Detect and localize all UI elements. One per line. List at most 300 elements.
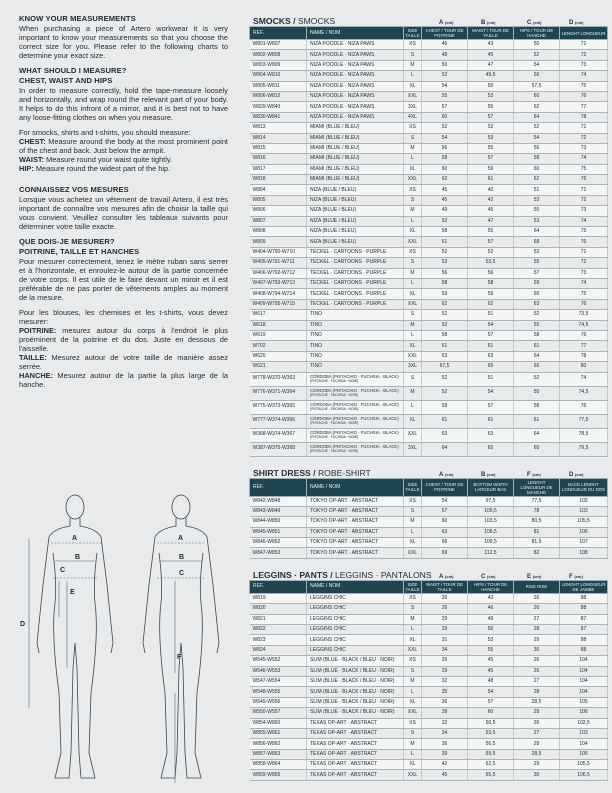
cell-name: TINO [307, 320, 404, 330]
cell-a: 31 [422, 635, 468, 645]
cell-a: 39 [422, 708, 468, 718]
cell-d: 78,5 [560, 428, 608, 442]
cell-ref: W804-W810 [250, 71, 307, 81]
cell-b: 57 [468, 112, 514, 122]
cell-d: 73,5 [560, 310, 608, 320]
cell-c: 27 [514, 676, 560, 686]
cell-name: TOKYO OP-ART · ABSTRACT [307, 527, 404, 537]
cell-a: 32 [422, 718, 468, 728]
cell-c: 27 [514, 728, 560, 738]
table-row [250, 770, 608, 780]
table-row [250, 506, 608, 516]
table-row [250, 258, 608, 268]
cell-c: 26 [514, 656, 560, 666]
cell-name: TECKEL · CARTOONS · PURPLE [307, 258, 404, 268]
table-row [250, 143, 608, 153]
cell-a: 66 [422, 538, 468, 548]
cell-ref: W778-W370-W363 [250, 372, 307, 386]
table-row [250, 247, 608, 257]
table-row [250, 341, 608, 351]
cell-ref: W813 [250, 123, 307, 133]
table-row [250, 278, 608, 288]
cell-b: 46 [468, 604, 514, 614]
cell-b: 49 [468, 614, 514, 624]
cell-c: 30 [514, 770, 560, 780]
cell-name: TINO [307, 351, 404, 361]
table-row [250, 268, 608, 278]
cell-name: TOKYO OP-ART · ABSTRACT [307, 548, 404, 558]
cell-size: XXL [404, 351, 422, 361]
table-row [250, 164, 608, 174]
cell-a: 35 [422, 687, 468, 697]
cell-name: TEXAS OP-ART · ABSTRACT [307, 749, 404, 759]
figure-label-b: B [75, 554, 81, 561]
cell-b: 53 [468, 133, 514, 143]
col-name: NAME / NOM [307, 580, 404, 593]
cell-d: 88 [560, 635, 608, 645]
cell-b: 53 [468, 91, 514, 101]
intro-paragraph: When purchasing a piece of Artero workwear it is very important to know your measurements so that you choose the correct size for you. Please refer to the following charts to determine your exact size. [19, 24, 228, 60]
cell-c: 78 [514, 506, 560, 516]
cell-d: 107 [560, 538, 608, 548]
col-size: SIZE TAILLE [405, 581, 420, 592]
col-bottom-width: BOTTOM WIDTH LARGEUR BAS [468, 478, 514, 496]
cell-a: 29 [422, 614, 468, 624]
cell-d: 77 [560, 341, 608, 351]
cell-c: 29 [514, 760, 560, 770]
cell-c: 54 [514, 60, 560, 70]
cell-ref: W776-W371-W364 [250, 386, 307, 400]
cell-ref: W829-W840 [250, 102, 307, 112]
cell-name: CÓRDOBA (PISTACHIO · FUCHSIA · BLACK) (PISTACHE · FUCHSIA · NOIR) [307, 400, 404, 414]
cell-name: MIAMI (BLUE / BLEU) [307, 123, 404, 133]
cell-size: M [404, 614, 422, 624]
cell-c: 57 [514, 268, 560, 278]
cell-name: NIZA POODLE · NIZA PAWS [307, 81, 404, 91]
cell-d: 88 [560, 593, 608, 603]
cell-size: XL [404, 760, 422, 770]
cell-ref: W806-W812 [250, 91, 307, 101]
cell-b: 60 [468, 708, 514, 718]
col-hips: HIPS / TOUR DE HANCHE [468, 580, 514, 593]
cell-b: 45 [468, 206, 514, 216]
cell-b: 56,5 [468, 739, 514, 749]
cell-name: CÓRDOBA (PISTACHIO · FUCHSIA · BLACK) (PISTACHE · FUCHSIA · NOIR) [307, 372, 404, 386]
cell-a: 58 [422, 330, 468, 340]
cell-b: 43 [468, 40, 514, 50]
cell-d: 103 [560, 506, 608, 516]
cell-d: 74,5 [560, 320, 608, 330]
table-row [250, 614, 608, 624]
cell-ref: W545-W552 [250, 656, 307, 666]
cell-a: 60 [422, 164, 468, 174]
cell-ref: W406-W792-W712 [250, 268, 307, 278]
cell-c: 55 [514, 206, 560, 216]
cell-a: 58 [422, 278, 468, 288]
cell-b: 62 [468, 299, 514, 309]
cell-d: 74 [560, 71, 608, 81]
table-row [250, 112, 608, 122]
cell-size: M [404, 386, 422, 400]
cell-b: 48 [468, 676, 514, 686]
cell-size: XS [404, 656, 422, 666]
figure-label-f: F [177, 654, 182, 661]
cell-d: 104 [560, 739, 608, 749]
cell-c: 68 [514, 237, 560, 247]
cell-a: 62 [422, 175, 468, 185]
cell-name: SLIM (BLUE · BLACK / BLEU · NOIR) [307, 666, 404, 676]
cell-ref: W621 [250, 362, 307, 372]
col-rise: RISE RISE [514, 580, 560, 593]
cell-c: 62 [514, 175, 560, 185]
cell-c: 61 [514, 341, 560, 351]
cell-a: 52 [422, 320, 468, 330]
cell-ref: W856-W862 [250, 739, 307, 749]
table-row [250, 645, 608, 655]
cell-ref: W407-W793-W713 [250, 278, 307, 288]
cell-ref: W842-W848 [250, 496, 307, 506]
cell-b: 53,5 [468, 728, 514, 738]
taille-instruction: TAILLE: Mesurez autour de votre taille de manière assez serrée. [19, 353, 228, 371]
cell-size: L [404, 687, 422, 697]
cell-name: TEXAS OP-ART · ABSTRACT [307, 760, 404, 770]
cell-c: 55 [514, 320, 560, 330]
col-ref: REF. [250, 27, 307, 40]
cell-b: 47 [468, 60, 514, 70]
cell-size: L [404, 154, 422, 164]
cell-size: S [404, 604, 422, 614]
cell-c: 27 [514, 614, 560, 624]
cell-a: 48 [422, 50, 468, 60]
cell-c: 26 [514, 718, 560, 728]
cell-name: NIZA (BLUE / BLEU) [307, 227, 404, 237]
table-row [250, 400, 608, 414]
cell-a: 57 [422, 506, 468, 516]
cell-a: 59 [422, 289, 468, 299]
cell-size: XL [404, 697, 422, 707]
cell-b: 57 [468, 237, 514, 247]
table-row [250, 593, 608, 603]
cell-b: 62,5 [468, 760, 514, 770]
cell-name: TECKEL · CARTOONS · PURPLE [307, 278, 404, 288]
cell-a: 53 [422, 258, 468, 268]
table-row [250, 728, 608, 738]
cell-c: 50 [514, 40, 560, 50]
cell-d: 73 [560, 143, 608, 153]
cell-d: 104 [560, 676, 608, 686]
cell-c: 52 [514, 50, 560, 60]
cell-size: XS [404, 247, 422, 257]
cell-b: 53,5 [468, 258, 514, 268]
cell-ref: W546-W553 [250, 666, 307, 676]
cell-size: M [404, 60, 422, 70]
cell-b: 57 [468, 154, 514, 164]
cell-a: 61 [422, 414, 468, 428]
cell-c: 64 [514, 227, 560, 237]
cell-name: TOKYO OP-ART · ABSTRACT [307, 517, 404, 527]
cell-d: 87 [560, 614, 608, 624]
cell-d: 76 [560, 299, 608, 309]
cell-a: 46 [422, 40, 468, 50]
cell-name: NIZA (BLUE / BLEU) [307, 216, 404, 226]
cell-a: 58 [422, 227, 468, 237]
table-row [250, 442, 608, 456]
cell-b: 55 [468, 645, 514, 655]
shirt-dress-table [249, 478, 608, 559]
cell-name: CÓRDOBA (PISTACHIO · FUCHSIA · BLACK) (PISTACHE · FUCHSIA · NOIR) [307, 428, 404, 442]
cell-ref: W819 [250, 593, 307, 603]
col-name: NAME / NOM [307, 27, 404, 40]
cell-d: 102,5 [560, 718, 608, 728]
cell-name: SLIM (BLUE · BLACK / BLEU · NOIR) [307, 656, 404, 666]
cell-d: 75 [560, 164, 608, 174]
cell-b: 53 [468, 635, 514, 645]
cell-d: 72 [560, 195, 608, 205]
cell-d: 106 [560, 708, 608, 718]
cell-size: XXL [404, 548, 422, 558]
cell-d: 105 [560, 749, 608, 759]
table-row [250, 760, 608, 770]
cell-a: 52 [422, 386, 468, 400]
cell-c: 26 [514, 666, 560, 676]
cell-d: 106,5 [560, 770, 608, 780]
cell-name: TINO [307, 330, 404, 340]
smocks-measure-intro: For smocks, shirts and t-shirts, you should measure: [19, 128, 191, 137]
cell-a: 52 [422, 216, 468, 226]
cell-size: XXL [404, 91, 422, 101]
cell-c: 26 [514, 604, 560, 614]
cell-size: 3XL [404, 102, 422, 112]
heading-que-mesurer: QUE DOIS-JE MESURER? [19, 237, 115, 246]
cell-a: 52 [422, 372, 468, 386]
cell-a: 50 [422, 60, 468, 70]
cell-name: NIZA POODLE · NIZA PAWS [307, 71, 404, 81]
cell-size: M [404, 143, 422, 153]
table-row [250, 749, 608, 759]
cell-name: NIZA POODLE · NIZA PAWS [307, 91, 404, 101]
cell-d: 105 [560, 697, 608, 707]
cell-ref: W847-W853 [250, 548, 307, 558]
cell-c: 26 [514, 593, 560, 603]
cell-name: TECKEL · CARTOONS · PURPLE [307, 247, 404, 257]
cell-name: NIZA (BLUE / BLEU) [307, 195, 404, 205]
cell-c: 56 [514, 71, 560, 81]
cell-ref: W387-W375-W368 [250, 442, 307, 456]
cell-name: LEGGINS CHIC [307, 635, 404, 645]
cell-b: 51 [468, 372, 514, 386]
cell-ref: W830-W841 [250, 112, 307, 122]
cell-c: 30 [514, 645, 560, 655]
cell-d: 74,5 [560, 386, 608, 400]
table-row [250, 372, 608, 386]
cell-d: 106 [560, 527, 608, 537]
cell-d: 104 [560, 666, 608, 676]
table-row [250, 216, 608, 226]
table-row [250, 330, 608, 340]
cell-ref: W845-W851 [250, 527, 307, 537]
cell-d: 71 [560, 185, 608, 195]
cell-ref: W620 [250, 351, 307, 361]
cell-a: 58 [422, 400, 468, 414]
cell-c: 55 [514, 258, 560, 268]
cell-a: 57 [422, 102, 468, 112]
size-charts [249, 0, 607, 781]
cell-c: 59 [514, 278, 560, 288]
cell-size: 3XL [404, 362, 422, 372]
col-size: SIZE TAILLE [405, 28, 420, 38]
cell-name: TEXAS OP-ART · ABSTRACT [307, 739, 404, 749]
cell-b: 109,5 [468, 538, 514, 548]
cell-a: 69 [422, 548, 468, 558]
cell-size: XL [404, 635, 422, 645]
cell-c: 29 [514, 708, 560, 718]
cell-ref: W859-W865 [250, 770, 307, 780]
cell-size: XL [404, 164, 422, 174]
col-ref: REF. [250, 580, 307, 593]
cell-a: 61 [422, 237, 468, 247]
cell-c: 28 [514, 739, 560, 749]
cell-b: 47 [468, 216, 514, 226]
cell-b: 63 [468, 351, 514, 361]
cell-c: 80,5 [514, 517, 560, 527]
cell-ref: W843-W849 [250, 506, 307, 516]
cell-d: 75 [560, 81, 608, 91]
cell-d: 77 [560, 102, 608, 112]
cell-ref: W805-W811 [250, 81, 307, 91]
heading-know-measurements: KNOW YOUR MEASUREMENTS [19, 14, 136, 23]
cell-c: 60 [514, 164, 560, 174]
cell-a: 45 [422, 185, 468, 195]
cell-c: 28 [514, 687, 560, 697]
col-back-length: BACK LENGHT LONGUEUR DU DOS [560, 478, 608, 496]
col-leg-length: LENGHT LONGUEUR DE JAMBE [560, 580, 608, 593]
cell-size: S [404, 310, 422, 320]
cell-size: L [404, 749, 422, 759]
cell-b: 103,5 [468, 517, 514, 527]
col-length: LENGHT LONGUEUR [560, 27, 608, 40]
table-row [250, 81, 608, 91]
cell-ref: W815 [250, 143, 307, 153]
cell-b: 58 [468, 278, 514, 288]
cell-b: 59,5 [468, 749, 514, 759]
cell-ref: W807 [250, 216, 307, 226]
measure-how-fr-paragraph: Pour mesurer correctement, tenez le mètre ruban sans serrer et à l'horizontale, et enroulez-le autour de la partie concernée de votre corps. Il est utile de le faire devant un miroir et il est préférable de ne pas porter de vêtements amples au moment de la mesure. [19, 257, 228, 302]
cell-d: 104 [560, 687, 608, 697]
table-row [250, 320, 608, 330]
cell-c: 66 [514, 362, 560, 372]
cell-d: 103 [560, 728, 608, 738]
cell-ref: W550-W557 [250, 708, 307, 718]
figure-label-a-right: A [178, 535, 184, 542]
cell-ref: W408-W794-W714 [250, 289, 307, 299]
cell-b: 42 [468, 195, 514, 205]
cell-ref: W821 [250, 614, 307, 624]
cell-a: 63 [422, 428, 468, 442]
cell-size: S [404, 666, 422, 676]
cell-c: 62 [514, 102, 560, 112]
cell-a: 54 [422, 133, 468, 143]
cell-size: M [404, 739, 422, 749]
heading-what-measure: WHAT SHOULD I MEASURE? [19, 66, 127, 75]
cell-ref: W548-W555 [250, 687, 307, 697]
table-row [250, 739, 608, 749]
cell-name: SLIM (BLUE · BLACK / BLEU · NOIR) [307, 687, 404, 697]
table-row [250, 227, 608, 237]
cell-d: 105,5 [560, 760, 608, 770]
table-row [250, 527, 608, 537]
cell-a: 52 [422, 71, 468, 81]
table-row [250, 237, 608, 247]
cell-a: 49 [422, 206, 468, 216]
cell-size: 4XL [404, 112, 422, 122]
cell-ref: W820 [250, 604, 307, 614]
cell-c: 54 [514, 133, 560, 143]
cell-ref: W823 [250, 635, 307, 645]
cell-ref: W405-W791-W711 [250, 258, 307, 268]
cell-d: 76 [560, 91, 608, 101]
cell-name: NIZA (BLUE / BLEU) [307, 237, 404, 247]
cell-a: 29 [422, 625, 468, 635]
cell-ref: W404-W790-W710 [250, 247, 307, 257]
table-row [250, 656, 608, 666]
cell-name: LEGGINS CHIC [307, 593, 404, 603]
table-row [250, 718, 608, 728]
cell-name: LEGGINS CHIC [307, 625, 404, 635]
cell-b: 51 [468, 310, 514, 320]
table-row [250, 548, 608, 558]
cell-b: 55 [468, 102, 514, 112]
cell-name: TOKYO OP-ART · ABSTRACT [307, 496, 404, 506]
col-chest: CHEST / TOUR DE POITRINE [422, 478, 468, 496]
cell-b: 40 [468, 185, 514, 195]
cell-b: 50,5 [468, 718, 514, 728]
cell-d: 76 [560, 175, 608, 185]
cell-c: 53 [514, 216, 560, 226]
cell-size: XL [404, 227, 422, 237]
cell-d: 73 [560, 268, 608, 278]
cell-c: 64 [514, 428, 560, 442]
cell-d: 75 [560, 227, 608, 237]
table-row [250, 635, 608, 645]
table-row [250, 289, 608, 299]
cell-size: L [404, 330, 422, 340]
cell-name: TINO [307, 362, 404, 372]
table-row [250, 604, 608, 614]
cell-name: SLIM (BLUE · BLACK / BLEU · NOIR) [307, 697, 404, 707]
cell-size: S [404, 133, 422, 143]
cell-a: 29 [422, 666, 468, 676]
cell-name: TEXAS OP-ART · ABSTRACT [307, 770, 404, 780]
cell-d: 79,5 [560, 442, 608, 456]
col-ref: REF. [250, 478, 307, 496]
cell-a: 34 [422, 728, 468, 738]
cell-d: 72 [560, 50, 608, 60]
cell-ref: W854-W860 [250, 718, 307, 728]
cell-size: M [404, 268, 422, 278]
cell-name: CÓRDOBA (PISTACHIO · FUCHSIA · BLACK) (PISTACHE · FUCHSIA · NOIR) [307, 414, 404, 428]
table-row [250, 708, 608, 718]
cell-size: L [404, 216, 422, 226]
cell-name: LEGGINS CHIC [307, 604, 404, 614]
table-row [250, 50, 608, 60]
cell-b: 61 [468, 341, 514, 351]
body-silhouettes [15, 493, 235, 788]
cell-size: S [404, 372, 422, 386]
cell-c: 55 [514, 386, 560, 400]
cell-c: 53 [514, 195, 560, 205]
table-row [250, 517, 608, 527]
table-row [250, 123, 608, 133]
